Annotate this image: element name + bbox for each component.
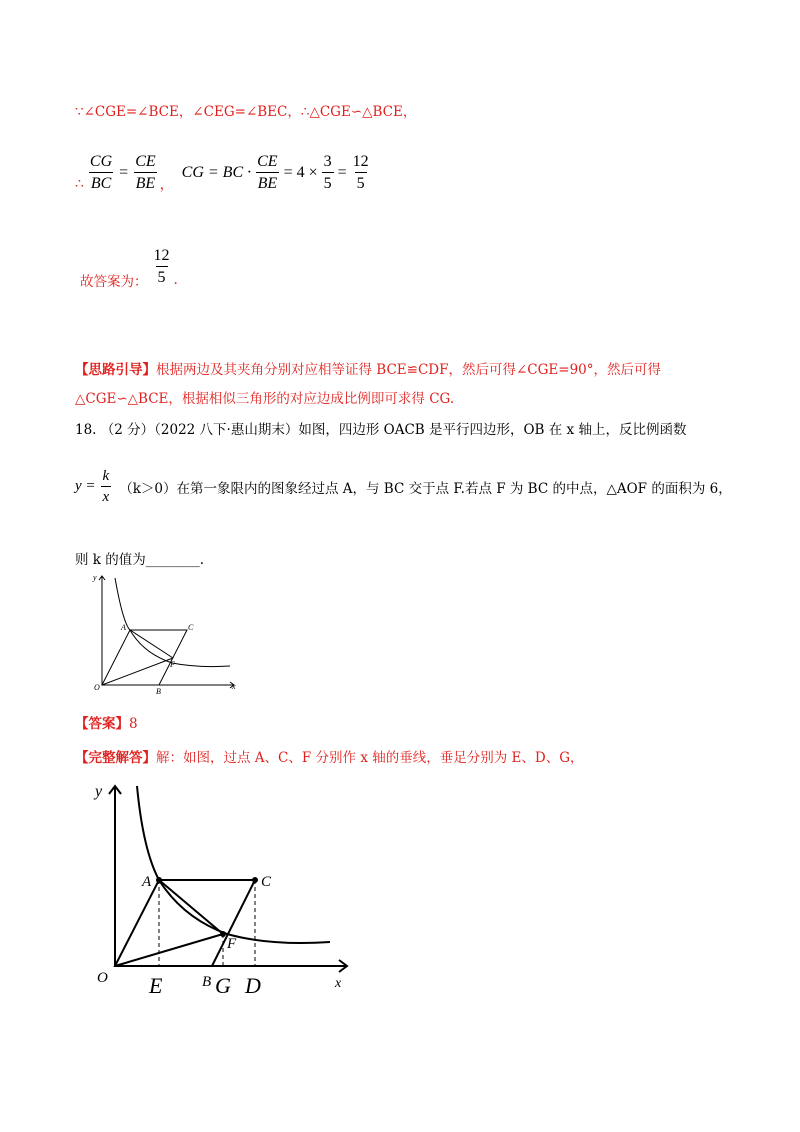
label-o: O xyxy=(97,970,108,986)
fraction-k-x: $\frac{k}{x}$ xyxy=(102,468,110,505)
ratio-equation: ∴ $\frac{CG}{BC}$ = $\frac{CE}{BE}$ ， CG = BC · $\frac{CE}{BE}$ = 4 × $\frac{3}{5}$ = $\frac{12}{5}$ xyxy=(75,153,369,193)
question-18-ask: 则 k 的值为________. xyxy=(75,552,205,568)
label-f: F xyxy=(170,660,175,669)
reason-line: ∵∠CGE=∠BCE，∠CEG=∠BEC，∴△CGE∽△BCE， xyxy=(75,104,417,120)
label-c: C xyxy=(188,623,194,632)
cg-expression: CG = BC · xyxy=(181,164,252,181)
fraction-ce-be: $\frac{CE}{BE}$ xyxy=(135,153,156,192)
guide-line-2: △CGE∽△BCE，根据相似三角形的对应边成比例即可求得 CG. xyxy=(75,391,455,407)
label-f: F xyxy=(227,936,237,952)
point-f xyxy=(220,931,226,937)
label-x: x xyxy=(335,976,342,991)
parallelogram-oacb xyxy=(102,630,187,685)
fraction-12-5: $\frac{12}{5}$ xyxy=(352,153,369,192)
solution-tag: 【完整解答】 xyxy=(75,750,156,766)
segment-of xyxy=(115,934,223,966)
label-o: O xyxy=(94,683,100,692)
answer-value: 8 xyxy=(129,716,138,732)
figure-large xyxy=(85,780,360,1000)
segment-af xyxy=(130,630,173,658)
label-a: A xyxy=(121,623,126,632)
label-e: E xyxy=(149,973,163,998)
therefore-symbol: ∴ xyxy=(75,176,84,192)
fraction-cg-bc: $\frac{CG}{BC}$ xyxy=(89,153,113,192)
guide-line-1: 【思路引导】根据两边及其夹角分别对应相等证得 BCE≌CDF，然后可得∠CGE=90°，然后可得 xyxy=(75,362,661,378)
point-c xyxy=(252,877,258,883)
label-d: D xyxy=(245,973,261,998)
label-a: A xyxy=(142,874,152,890)
point-a xyxy=(156,877,162,883)
label-y: y xyxy=(93,573,97,582)
label-g: G xyxy=(215,973,231,998)
hyperbola-curve xyxy=(115,578,230,667)
answer-tag: 【答案】 xyxy=(75,716,129,732)
answer-line-2 xyxy=(75,712,138,732)
parallelogram-oacb xyxy=(115,880,255,966)
label-x: x xyxy=(232,682,236,691)
figure-small xyxy=(88,568,248,696)
label-y: y xyxy=(95,783,103,800)
answer-fraction: $\frac{12}{5}$ xyxy=(153,247,170,286)
question-18-line-2: y = $\frac{k}{x}$ （k＞0）在第一象限内的图象经过点 A，与 BC 交于点 F.若点 F 为 BC 的中点，△AOF 的面积为 6， xyxy=(75,468,732,505)
solution-line: 【完整解答】解：如图，过点 A、C、F 分别作 x 轴的垂线，垂足分别为 E、D、G， xyxy=(75,750,584,766)
hyperbola-curve xyxy=(137,786,330,943)
segment-of xyxy=(102,658,173,685)
label-b: B xyxy=(202,974,212,990)
question-18-head: 18. （2 分）（2022 八下·惠山期末）如图，四边形 OACB 是平行四边形，OB 在 x 轴上，反比例函数 xyxy=(75,422,687,438)
answer-blank: ________. xyxy=(145,552,205,568)
segment-af xyxy=(159,880,223,934)
label-c: C xyxy=(261,874,272,890)
fraction-3-5: $\frac{3}{5}$ xyxy=(323,153,332,192)
guide-tag: 【思路引导】 xyxy=(75,362,156,378)
label-b: B xyxy=(156,687,161,696)
fraction-ce-be-2: $\frac{CE}{BE}$ xyxy=(257,153,278,192)
answer-line: 故答案为： $\frac{12}{5}$ . xyxy=(80,247,178,290)
